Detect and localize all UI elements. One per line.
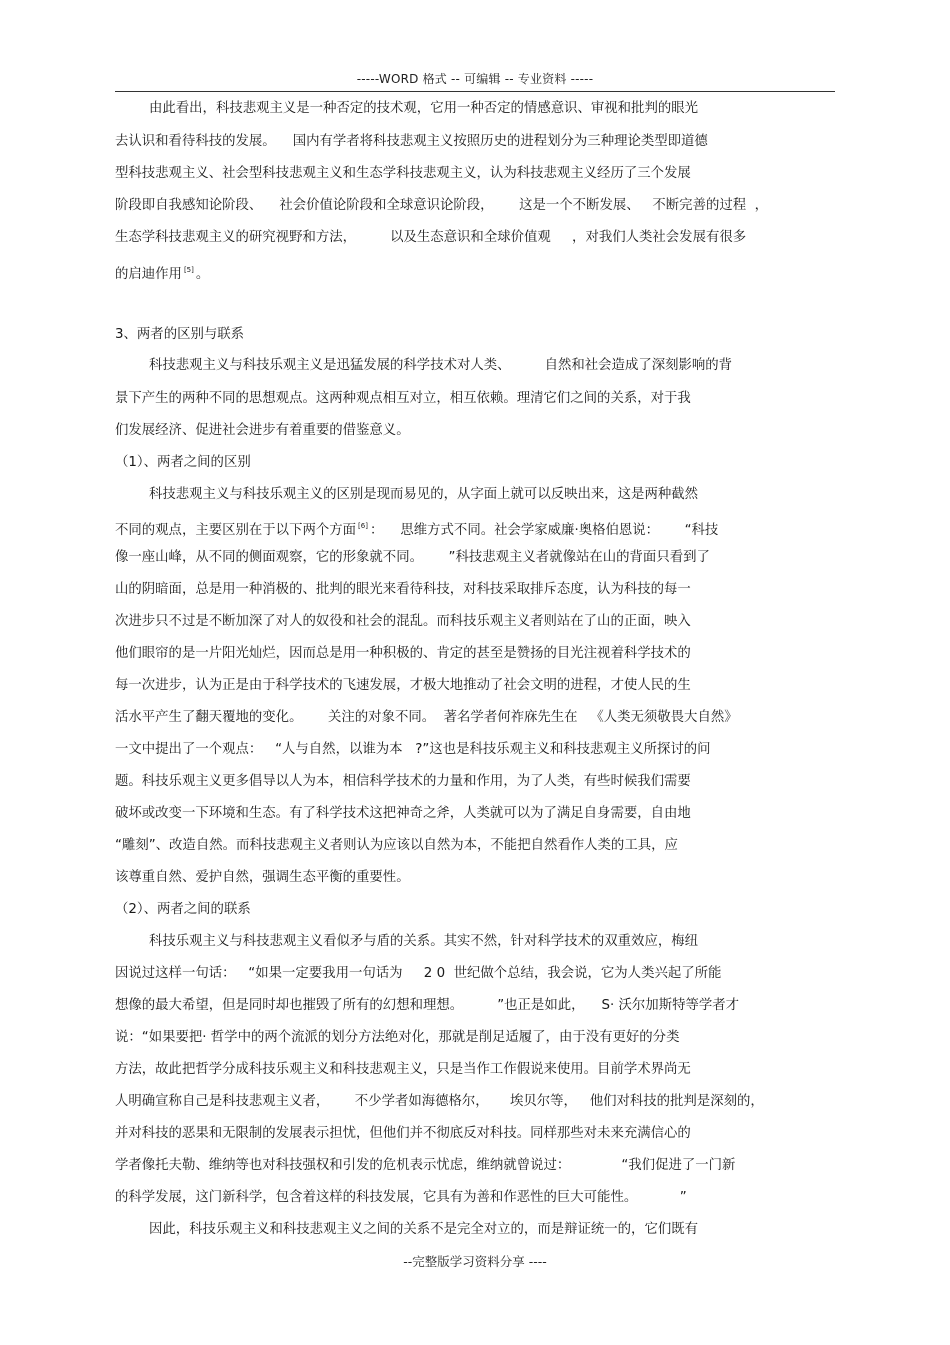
- paragraph-line: [115, 518, 718, 539]
- paragraph-line: 每一次进步，认为正是由于科学技术的飞速发展，才极大地推动了社会文明的进程，才使人民的生: [115, 678, 691, 693]
- subsection-heading: （1）、两者之间的区别: [115, 455, 251, 470]
- paragraph-line: 山的阴暗面，总是用一种消极的、批判的眼光来看待科技，对科技采取排斥态度，认为科技的每一: [115, 582, 691, 597]
- paragraph-line: 方法，故此把哲学分成科技乐观主义和科技悲观主义，只是当作工作假说来使用。目前学术界尚无: [115, 1062, 691, 1077]
- paragraph-line: 科技悲观主义与科技乐观主义是迅猛发展的科学技术对人类、 自然和社会造成了深刻影响的背: [149, 358, 733, 373]
- paragraph-line: 的科学发展，这门新科学，包含着这样的科技发展，它具有为善和作恶性的巨大可能性。 ”: [115, 1190, 687, 1205]
- line-text: 的启迪作用: [115, 267, 182, 282]
- paragraph-line: [115, 262, 209, 283]
- paragraph-line: 生态学科技悲观主义的研究视野和方法， 以及生态意识和全球价值观 ，对我们人类社会发展有很多: [115, 230, 747, 245]
- page-footer: --完整版学习资料分享 ----: [403, 1254, 547, 1269]
- citation-ref: [6]: [358, 522, 368, 530]
- paragraph-line: 次进步只不过是不断加深了对人的奴役和社会的混乱。而科技乐观主义者则站在了山的正面，映入: [115, 614, 691, 629]
- paragraph-line: 阶段即自我感知论阶段、 社会价值论阶段和全球意识论阶段， 这是一个不断发展、 不断完善的过程 ，: [115, 198, 769, 213]
- paragraph-line: 因说过这样一句话： “如果一定要我用一句话为 2 0 世纪做个总结，我会说，它为人类兴起了所能: [115, 966, 722, 981]
- paragraph-line: 想像的最大希望，但是同时却也摧毁了所有的幻想和理想。 ”也正是如此， S· 沃尔加斯特等学者才: [115, 998, 740, 1013]
- paragraph-line: 一文中提出了一个观点： “人与自然，以谁为本 ?”这也是科技乐观主义和科技悲观主义所探讨的问: [115, 742, 711, 757]
- paragraph-line: 活水平产生了翻天覆地的变化。 关注的对象不同。 著名学者何祚庥先生在 《人类无须敬畏大自然》: [115, 710, 738, 725]
- section-heading: 3、两者的区别与联系: [115, 327, 245, 342]
- paragraph-line: 该尊重自然、爱护自然，强调生态平衡的重要性。: [115, 870, 410, 885]
- paragraph-line: 们发展经济、促进社会进步有着重要的借鉴意义。: [115, 423, 410, 438]
- paragraph-line: 破坏或改变一下环境和生态。有了科学技术这把神奇之斧，人类就可以为了满足自身需要，自由地: [115, 806, 691, 821]
- paragraph-line: 景下产生的两种不同的思想观点。这两种观点相互对立，相互依赖。理清它们之间的关系，对于我: [115, 391, 691, 406]
- paragraph-line: 像一座山峰，从不同的侧面观察，它的形象就不同。 ”科技悲观主义者就像站在山的背面只看到了: [115, 550, 710, 565]
- paragraph-line: 由此看出，科技悲观主义是一种否定的技术观，它用一种否定的情感意识、审视和批判的眼光: [149, 101, 699, 116]
- paragraph-line: 并对科技的恶果和无限制的发展表示担忧，但他们并不彻底反对科技。同样那些对未来充满信心的: [115, 1126, 691, 1141]
- paragraph-line: 他们眼帘的是一片阳光灿烂，因而总是用一种积极的、肯定的甚至是赞扬的目光注视着科学技术的: [115, 646, 691, 661]
- line-text: ： 思维方式不同。社会学家威廉·奥格伯恩说： “科技: [369, 523, 719, 538]
- paragraph-line: 因此，科技乐观主义和科技悲观主义之间的关系不是完全对立的，而是辩证统一的，它们既有: [149, 1222, 699, 1237]
- paragraph-line: 人明确宣称自己是科技悲观主义者， 不少学者如海德格尔， 埃贝尔等， 他们对科技的批判是深刻的，: [115, 1094, 764, 1109]
- paragraph-line: 科技乐观主义与科技悲观主义看似矛与盾的关系。其实不然，针对科学技术的双重效应，梅纽: [149, 934, 699, 949]
- citation-ref: [5]: [183, 266, 194, 274]
- paragraph-line: 说：“如果要把· 哲学中的两个流派的划分方法绝对化，那就是削足适履了，由于没有更好的分类: [115, 1030, 680, 1045]
- paragraph-line: 科技悲观主义与科技乐观主义的区别是现而易见的，从字面上就可以反映出来，这是两种截然: [149, 487, 699, 502]
- subsection-heading: （2）、两者之间的联系: [115, 902, 251, 917]
- header-rule: [115, 91, 835, 92]
- paragraph-line: 型科技悲观主义、社会型科技悲观主义和生态学科技悲观主义，认为科技悲观主义经历了三个发展: [115, 166, 691, 181]
- line-text: 。: [195, 267, 210, 282]
- paragraph-line: “雕刻”、改造自然。而科技悲观主义者则认为应该以自然为本，不能把自然看作人类的工具，应: [115, 838, 678, 853]
- paragraph-line: 去认识和看待科技的发展。 国内有学者将科技悲观主义按照历史的进程划分为三种理论类型即道德: [115, 134, 708, 149]
- paragraph-line: 题。科技乐观主义更多倡导以人为本，相信科学技术的力量和作用，为了人类，有些时候我们需要: [115, 774, 691, 789]
- page-header: -----WORD 格式 -- 可编辑 -- 专业资料 -----: [356, 72, 594, 86]
- line-text: 不同的观点，主要区别在于以下两个方面: [115, 523, 357, 538]
- paragraph-line: 学者像托夫勒、维纳等也对科技强权和引发的危机表示忧虑，维纳就曾说过： “我们促进了一门新: [115, 1158, 736, 1173]
